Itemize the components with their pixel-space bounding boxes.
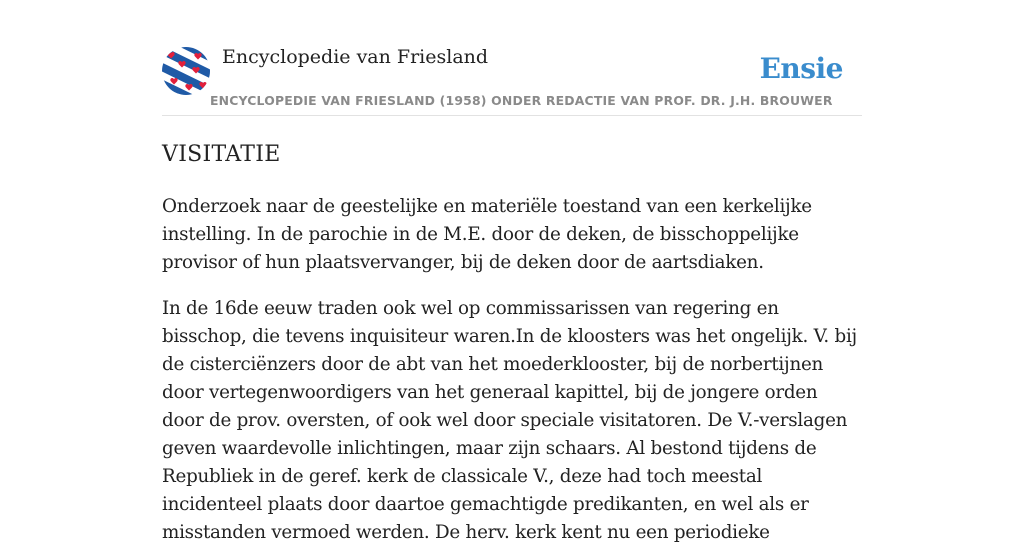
- page: [162, 0, 862, 543]
- site-header: [162, 0, 862, 116]
- ensie-logo[interactable]: Ensie: [759, 52, 843, 85]
- site-title[interactable]: Encyclopedie van Friesland: [222, 46, 489, 68]
- article-paragraph-2: In de 16de eeuw traden ook wel op commissarissen van regering en bisschop, die tevens inquisiteur waren.In de kloosters was het ongelijk. V. bij de cisterciënzers door de abt van het moederklooster, bij de norbertijnen door vertegenwoordigers van het generaal kapittel, bij de jongere orden door de prov. oversten, of ook wel door speciale visitatoren. De V.-verslagen geven waardevolle inlichtingen, maar zijn schaars. Al bestond tijdens de Republiek in de geref. kerk de classicale V., deze had toch meestal incidenteel plaats door daartoe gemachtigde predikanten, en wel als er misstanden vermoed werden. De herv. kerk kent nu een periodieke: [162, 298, 857, 543]
- site-subtitle: ENCYCLOPEDIE VAN FRIESLAND (1958) ONDER REDACTIE VAN PROF. DR. J.H. BROUWER: [210, 93, 833, 108]
- frisian-flag-icon[interactable]: [162, 47, 210, 95]
- article-title: VISITATIE: [162, 142, 281, 167]
- article-paragraph-1: Onderzoek naar de geestelijke en materiële toestand van een kerkelijke instelling. In de parochie in de M.E. door de deken, de bisschoppelijke provisor of hun plaatsvervanger, bij de deken door de aartsdiaken.: [162, 196, 812, 273]
